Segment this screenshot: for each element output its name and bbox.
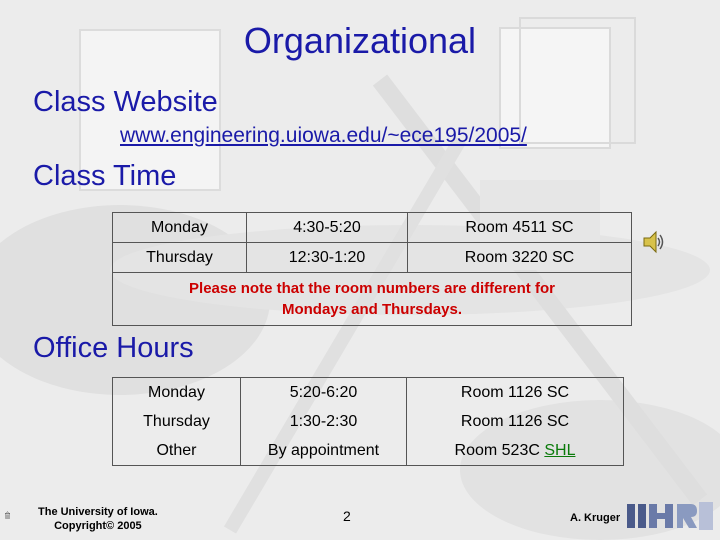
time-cell: 1:30-2:30 <box>241 407 407 436</box>
office-hours-heading: Office Hours <box>33 332 194 364</box>
class-website-heading: Class Website <box>33 86 218 118</box>
university-text <box>38 505 158 533</box>
table-row <box>113 436 624 466</box>
page-number: 2 <box>343 508 351 524</box>
room-cell: Room 3220 SC <box>408 243 632 273</box>
shl-link[interactable]: SHL <box>544 441 576 459</box>
day-cell: Thursday <box>113 407 241 436</box>
day-cell: Monday <box>113 213 247 243</box>
room-cell: Room 1126 SC <box>460 383 570 401</box>
room-cell: Room 1126 SC <box>460 412 570 430</box>
university-seal-icon <box>5 494 35 536</box>
time-cell: 4:30-5:20 <box>247 213 408 243</box>
office-hours-table <box>112 377 624 466</box>
time-cell: 12:30-1:20 <box>247 243 408 273</box>
class-time-heading: Class Time <box>33 160 177 192</box>
iihr-logo-icon <box>625 498 715 534</box>
class-website-link[interactable]: www.engineering.uiowa.edu/~ece195/2005/ <box>120 124 527 147</box>
author-name: A. Kruger <box>570 512 621 524</box>
room-note-line: Please note that the room numbers are different for <box>189 280 555 297</box>
room-prefix: Room 523C <box>454 441 545 459</box>
table-row <box>113 243 632 273</box>
room-cell: Room 4511 SC <box>408 213 632 243</box>
time-cell: By appointment <box>241 436 407 466</box>
table-row <box>113 407 624 436</box>
copyright: Copyright© 2005 <box>54 520 142 532</box>
day-cell: Thursday <box>113 243 247 273</box>
room-cell <box>407 436 624 466</box>
slide-title: Organizational <box>243 20 477 61</box>
table-row <box>113 273 632 326</box>
table-row <box>113 378 624 408</box>
room-note-line: Mondays and Thursdays. <box>281 301 463 318</box>
room-note <box>113 273 632 326</box>
day-cell: Monday <box>113 378 241 408</box>
table-row <box>113 213 632 243</box>
speaker-icon[interactable] <box>642 230 664 259</box>
day-cell: Other <box>113 436 241 466</box>
time-cell: 5:20-6:20 <box>241 378 407 408</box>
university-name: The University of Iowa. <box>38 506 158 518</box>
class-time-table <box>112 212 632 326</box>
